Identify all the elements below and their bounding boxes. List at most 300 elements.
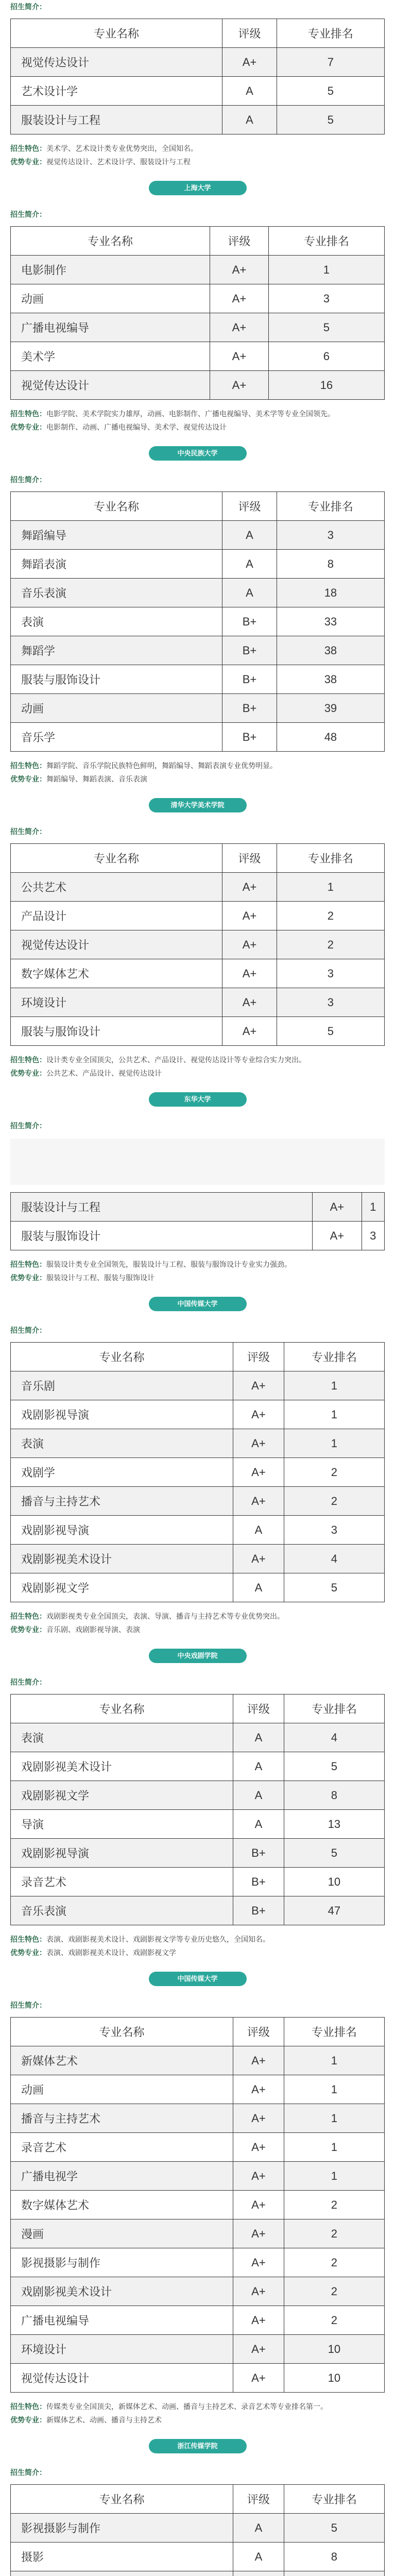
table-header-row <box>11 844 385 873</box>
rank: 33 <box>277 607 384 636</box>
grade: A+ <box>233 2364 284 2393</box>
major-name: 影视摄影与制作 <box>11 2248 233 2277</box>
major-name: 广播电视编导 <box>11 2306 233 2335</box>
grade: A <box>233 1723 284 1752</box>
header-rank: 专业排名 <box>284 2018 384 2046</box>
section-label: 招生简介： <box>10 210 46 218</box>
rank: 1 <box>284 2162 384 2191</box>
major-name: 服装设计与工程 <box>11 1193 313 1222</box>
grade: A+ <box>222 1017 277 1046</box>
major-name: 服装与服饰设计 <box>11 665 222 694</box>
rank <box>284 2571 384 2576</box>
header-grade: 评级 <box>233 1343 284 1371</box>
table-header-row <box>11 1343 385 1371</box>
header-grade: 评级 <box>233 1694 284 1723</box>
note-line <box>10 155 385 168</box>
rank: 2 <box>284 2248 384 2277</box>
note-line <box>10 772 385 786</box>
major-name: 导演 <box>11 1810 233 1839</box>
section-3 <box>10 825 385 1107</box>
major-name: 录音艺术 <box>11 1868 233 1896</box>
note-line <box>10 142 385 155</box>
header-rank: 专业排名 <box>277 492 384 521</box>
header-grade: 评级 <box>233 2485 284 2514</box>
table-row <box>11 873 385 902</box>
section-label: 招生简介： <box>10 1678 46 1686</box>
grade: A+ <box>233 2104 284 2133</box>
rank: 3 <box>284 1516 384 1545</box>
table-row <box>11 2191 385 2219</box>
rank: 1 <box>277 873 384 902</box>
grade: A+ <box>233 2075 284 2104</box>
header-major: 专业名称 <box>11 227 210 256</box>
section-7 <box>10 1998 385 2453</box>
note-text: 戏剧影视类专业全国顶尖，表演、导演、播音与主持艺术等专业优势突出。 <box>46 1612 284 1620</box>
grade: A+ <box>313 1222 362 1250</box>
notes <box>10 759 385 786</box>
table-row <box>11 723 385 752</box>
placeholder-box <box>10 1139 385 1185</box>
rank: 2 <box>284 2191 384 2219</box>
rank: 3 <box>277 988 384 1017</box>
grade: A <box>233 1516 284 1545</box>
major-name: 摄影 <box>11 2543 233 2571</box>
table-row <box>11 1896 385 1925</box>
section-label: 招生简介： <box>10 827 46 836</box>
note-text: 美术学、艺术设计类专业优势突出，全国知名。 <box>46 144 198 152</box>
grade: B+ <box>233 1839 284 1868</box>
grade: A+ <box>233 1545 284 1573</box>
table-row <box>11 1781 385 1810</box>
rank: 38 <box>277 665 384 694</box>
grade: A <box>222 579 277 607</box>
major-name: 表演 <box>11 607 222 636</box>
header-grade: 评级 <box>222 492 277 521</box>
major-name: 美术学 <box>11 342 210 371</box>
grade: A+ <box>222 902 277 930</box>
table-row <box>11 106 385 134</box>
table-row <box>11 1222 385 1250</box>
table-header-row <box>11 19 385 48</box>
school-banner: 中国传媒大学 <box>149 1297 247 1311</box>
note-label: 招生特色： <box>10 1935 46 1943</box>
major-name: 戏剧影视文学 <box>11 1781 233 1810</box>
table-row <box>11 2104 385 2133</box>
table-row <box>11 2364 385 2393</box>
grade: A+ <box>233 2335 284 2364</box>
note-line <box>10 407 385 420</box>
table-row <box>11 2571 385 2576</box>
note-text: 设计类专业全国顶尖，公共艺术、产品设计、视觉传达设计等专业综合实力突出。 <box>46 1056 306 1064</box>
table-row <box>11 930 385 959</box>
rank: 38 <box>277 636 384 665</box>
table-row <box>11 1868 385 1896</box>
note-text: 新媒体艺术、动画、播音与主持艺术 <box>46 2416 162 2424</box>
major-name: 戏剧影视导演 <box>11 1400 233 1429</box>
ranking-table <box>10 1192 385 1250</box>
major-name: 戏剧学 <box>11 1458 233 1487</box>
rank: 2 <box>284 2219 384 2248</box>
note-label: 优势专业： <box>10 1069 46 1077</box>
header-major: 专业名称 <box>11 1343 233 1371</box>
grade: A+ <box>233 2162 284 2191</box>
major-name: 动画 <box>11 694 222 723</box>
rank: 2 <box>284 2277 384 2306</box>
major-name: 数字媒体艺术 <box>11 2191 233 2219</box>
section-label: 招生简介： <box>10 2001 46 2009</box>
major-name: 影视摄影与制作 <box>11 2514 233 2543</box>
rank: 3 <box>268 284 384 313</box>
rank: 47 <box>284 1896 384 1925</box>
section-0 <box>10 0 385 195</box>
rank: 3 <box>362 1222 384 1250</box>
header-major: 专业名称 <box>11 492 222 521</box>
grade: A+ <box>210 371 269 400</box>
header-rank: 专业排名 <box>284 1694 384 1723</box>
table-row <box>11 284 385 313</box>
header-rank: 专业排名 <box>284 2485 384 2514</box>
ranking-table <box>10 492 385 752</box>
note-label: 优势专业： <box>10 775 46 783</box>
notes <box>10 1609 385 1636</box>
table-row <box>11 371 385 400</box>
header-rank: 专业排名 <box>268 227 384 256</box>
note-label: 优势专业： <box>10 2416 46 2424</box>
note-text: 舞蹈学院、音乐学院民族特色鲜明，舞蹈编导、舞蹈表演专业优势明显。 <box>46 761 277 770</box>
major-name: 音乐表演 <box>11 579 222 607</box>
table-row <box>11 2306 385 2335</box>
major-name: 音乐学 <box>11 723 222 752</box>
table-row <box>11 1371 385 1400</box>
table-row <box>11 2514 385 2543</box>
ranking-table <box>10 19 385 134</box>
grade: A+ <box>233 2248 284 2277</box>
school-banner: 清华大学美术学院 <box>149 798 247 812</box>
major-name: 戏剧影视导演 <box>11 1516 233 1545</box>
table-row <box>11 2162 385 2191</box>
note-label: 招生特色： <box>10 1612 46 1620</box>
grade: A <box>233 1810 284 1839</box>
grade: A+ <box>233 2306 284 2335</box>
section-label: 招生简介： <box>10 1326 46 1334</box>
school-banner: 东华大学 <box>149 1092 247 1107</box>
rank: 39 <box>277 694 384 723</box>
header-grade: 评级 <box>222 19 277 48</box>
note-text: 音乐剧、戏剧影视导演、表演 <box>46 1625 140 1634</box>
table-header-row <box>11 227 385 256</box>
table-row <box>11 665 385 694</box>
major-name: 产品设计 <box>11 902 222 930</box>
table-row <box>11 1429 385 1458</box>
rank: 13 <box>284 1810 384 1839</box>
grade: A+ <box>233 1458 284 1487</box>
table-row <box>11 2543 385 2571</box>
grade: A+ <box>233 2046 284 2075</box>
major-name: 动画 <box>11 284 210 313</box>
note-line <box>10 1053 385 1066</box>
rank: 2 <box>277 930 384 959</box>
rank: 1 <box>284 1429 384 1458</box>
major-name: 动画 <box>11 2075 233 2104</box>
table-row <box>11 550 385 579</box>
major-name: 戏剧影视美术设计 <box>11 2277 233 2306</box>
rank: 1 <box>284 1400 384 1429</box>
table-row <box>11 1573 385 1602</box>
rank: 3 <box>277 521 384 550</box>
grade: A+ <box>222 48 277 77</box>
grade: A <box>233 1781 284 1810</box>
rank: 2 <box>277 902 384 930</box>
note-line <box>10 1609 385 1623</box>
major-name: 服装与服饰设计 <box>11 1017 222 1046</box>
table-header-row <box>11 2485 385 2514</box>
major-name: 戏剧影视美术设计 <box>11 1752 233 1781</box>
grade: A <box>233 1752 284 1781</box>
rank: 5 <box>277 1017 384 1046</box>
school-banner: 上海大学 <box>149 181 247 195</box>
grade: A+ <box>233 2191 284 2219</box>
table-row <box>11 1839 385 1868</box>
grade: A <box>222 106 277 134</box>
grade: B+ <box>222 665 277 694</box>
major-name: 录音艺术 <box>11 2133 233 2162</box>
section-5 <box>10 1324 385 1663</box>
grade <box>233 2571 284 2576</box>
major-name: 视觉传达设计 <box>11 48 222 77</box>
rank: 1 <box>284 1371 384 1400</box>
note-text: 服装设计与工程、服装与服饰设计 <box>46 1274 154 1282</box>
table-row <box>11 1400 385 1429</box>
grade: A+ <box>210 342 269 371</box>
rank: 1 <box>284 2075 384 2104</box>
note-line <box>10 1271 385 1284</box>
grade: A+ <box>222 930 277 959</box>
table-row <box>11 902 385 930</box>
notes <box>10 142 385 168</box>
rank: 5 <box>284 1752 384 1781</box>
section-6 <box>10 1675 385 1986</box>
table-row <box>11 1752 385 1781</box>
table-row <box>11 77 385 106</box>
note-label: 招生特色： <box>10 410 46 418</box>
note-label: 优势专业： <box>10 158 46 166</box>
note-label: 招生特色： <box>10 144 46 152</box>
rank: 4 <box>284 1545 384 1573</box>
major-name: 艺术设计学 <box>11 77 222 106</box>
table-row <box>11 1017 385 1046</box>
header-major: 专业名称 <box>11 1694 233 1723</box>
header-major: 专业名称 <box>11 19 222 48</box>
rank: 2 <box>284 1458 384 1487</box>
table-row <box>11 607 385 636</box>
note-label: 优势专业： <box>10 423 46 431</box>
major-name: 公共艺术 <box>11 873 222 902</box>
note-text: 表演、戏剧影视美术设计、戏剧影视文学 <box>46 1948 176 1957</box>
major-name: 视觉传达设计 <box>11 371 210 400</box>
note-line <box>10 420 385 434</box>
notes <box>10 1258 385 1284</box>
notes <box>10 1933 385 1959</box>
note-text: 视觉传达设计、艺术设计学、服装设计与工程 <box>46 158 191 166</box>
note-label: 优势专业： <box>10 1274 46 1282</box>
note-text: 电影制作、动画、广播电视编导、美术学、视觉传达设计 <box>46 423 227 431</box>
major-name: 播音与主持艺术 <box>11 1487 233 1516</box>
grade: B+ <box>233 1868 284 1896</box>
header-rank: 专业排名 <box>284 1343 384 1371</box>
table-row <box>11 521 385 550</box>
table-row <box>11 1193 385 1222</box>
grade: A+ <box>313 1193 362 1222</box>
section-label: 招生简介： <box>10 2468 46 2477</box>
table-row <box>11 636 385 665</box>
note-text: 表演、戏剧影视美术设计、戏剧影视文学等专业历史悠久，全国知名。 <box>46 1935 270 1943</box>
note-line <box>10 759 385 772</box>
grade: A+ <box>233 1429 284 1458</box>
school-banner: 浙江传媒学院 <box>149 2439 247 2453</box>
grade: B+ <box>222 694 277 723</box>
table-header-row <box>11 1694 385 1723</box>
table-row <box>11 2075 385 2104</box>
rank: 18 <box>277 579 384 607</box>
rank: 2 <box>284 2306 384 2335</box>
rank: 8 <box>284 1781 384 1810</box>
ranking-table <box>10 2484 385 2576</box>
major-name: 戏剧影视文学 <box>11 1573 233 1602</box>
note-label: 招生特色： <box>10 2402 46 2411</box>
table-row <box>11 1723 385 1752</box>
major-name: 电影制作 <box>11 256 210 284</box>
grade: A+ <box>222 988 277 1017</box>
school-banner: 中国传媒大学 <box>149 1972 247 1986</box>
ranking-table <box>10 1342 385 1602</box>
header-rank: 专业排名 <box>277 19 384 48</box>
table-row <box>11 2277 385 2306</box>
note-line <box>10 1933 385 1946</box>
major-name: 数字媒体艺术 <box>11 959 222 988</box>
header-major: 专业名称 <box>11 844 222 873</box>
major-name: 舞蹈表演 <box>11 550 222 579</box>
rank: 5 <box>277 106 384 134</box>
rank: 4 <box>284 1723 384 1752</box>
note-label: 优势专业： <box>10 1948 46 1957</box>
rank: 3 <box>277 959 384 988</box>
section-label: 招生简介： <box>10 1122 46 1130</box>
grade: B+ <box>233 1896 284 1925</box>
rank: 1 <box>284 2133 384 2162</box>
table-row <box>11 48 385 77</box>
notes <box>10 2400 385 2427</box>
rank: 1 <box>284 2046 384 2075</box>
school-banner: 中央戏剧学院 <box>149 1649 247 1663</box>
school-banner: 中央民族大学 <box>149 446 247 461</box>
ranking-table <box>10 226 385 400</box>
grade: B+ <box>222 636 277 665</box>
grade: A+ <box>210 313 269 342</box>
note-text: 电影学院、美术学院实力雄厚，动画、电影制作、广播电视编导、美术学等专业全国领先。 <box>46 410 335 418</box>
section-label: 招生简介： <box>10 476 46 484</box>
table-header-row <box>11 492 385 521</box>
note-label: 招生特色： <box>10 1260 46 1268</box>
note-text: 舞蹈编导、舞蹈表演、音乐表演 <box>46 775 147 783</box>
table-row <box>11 959 385 988</box>
grade: A <box>222 550 277 579</box>
major-name: 广播电视编导 <box>11 313 210 342</box>
rank: 10 <box>284 2335 384 2364</box>
section-4 <box>10 1119 385 1311</box>
header-rank: 专业排名 <box>277 844 384 873</box>
note-label: 招生特色： <box>10 1056 46 1064</box>
rank: 16 <box>268 371 384 400</box>
grade: A <box>233 2514 284 2543</box>
table-row <box>11 2133 385 2162</box>
rank: 6 <box>268 342 384 371</box>
major-name: 舞蹈编导 <box>11 521 222 550</box>
rank: 8 <box>277 550 384 579</box>
rank: 2 <box>284 1487 384 1516</box>
note-text: 传媒类专业全国顶尖，新媒体艺术、动画、播音与主持艺术、录音艺术等专业排名第一。 <box>46 2402 328 2411</box>
major-name: 广播电视学 <box>11 2162 233 2191</box>
ranking-table <box>10 843 385 1046</box>
rank: 5 <box>284 2514 384 2543</box>
header-major: 专业名称 <box>11 2485 233 2514</box>
ranking-table <box>10 2017 385 2393</box>
notes <box>10 407 385 434</box>
rank: 7 <box>277 48 384 77</box>
major-name: 环境设计 <box>11 2335 233 2364</box>
rank: 8 <box>284 2543 384 2571</box>
major-name: 音乐剧 <box>11 1371 233 1400</box>
major-name: 环境设计 <box>11 988 222 1017</box>
table-row <box>11 988 385 1017</box>
rank: 5 <box>284 1573 384 1602</box>
table-row <box>11 2248 385 2277</box>
note-label: 招生特色： <box>10 761 46 770</box>
table-row <box>11 1458 385 1487</box>
grade: A <box>233 1573 284 1602</box>
rank: 5 <box>277 77 384 106</box>
table-row <box>11 579 385 607</box>
note-line <box>10 2413 385 2427</box>
grade: A+ <box>233 1371 284 1400</box>
major-name: 舞蹈学 <box>11 636 222 665</box>
rank: 5 <box>284 1839 384 1868</box>
rank: 10 <box>284 1868 384 1896</box>
grade: B+ <box>222 607 277 636</box>
section-1 <box>10 208 385 461</box>
note-line <box>10 1946 385 1959</box>
major-name: 服装设计与工程 <box>11 106 222 134</box>
table-row <box>11 1516 385 1545</box>
note-line <box>10 1258 385 1271</box>
header-major: 专业名称 <box>11 2018 233 2046</box>
major-name <box>11 2571 233 2576</box>
grade: A+ <box>210 284 269 313</box>
table-row <box>11 313 385 342</box>
table-row <box>11 342 385 371</box>
grade: A+ <box>233 2133 284 2162</box>
note-text: 服装设计类专业全国领先，服装设计与工程、服装与服饰设计专业实力强劲。 <box>46 1260 291 1268</box>
header-grade: 评级 <box>210 227 269 256</box>
table-row <box>11 1545 385 1573</box>
major-name: 漫画 <box>11 2219 233 2248</box>
major-name: 服装与服饰设计 <box>11 1222 313 1250</box>
major-name: 视觉传达设计 <box>11 2364 233 2393</box>
note-line <box>10 1623 385 1636</box>
major-name: 表演 <box>11 1723 233 1752</box>
header-grade: 评级 <box>233 2018 284 2046</box>
section-label: 招生简介： <box>10 3 46 11</box>
grade: A+ <box>222 873 277 902</box>
